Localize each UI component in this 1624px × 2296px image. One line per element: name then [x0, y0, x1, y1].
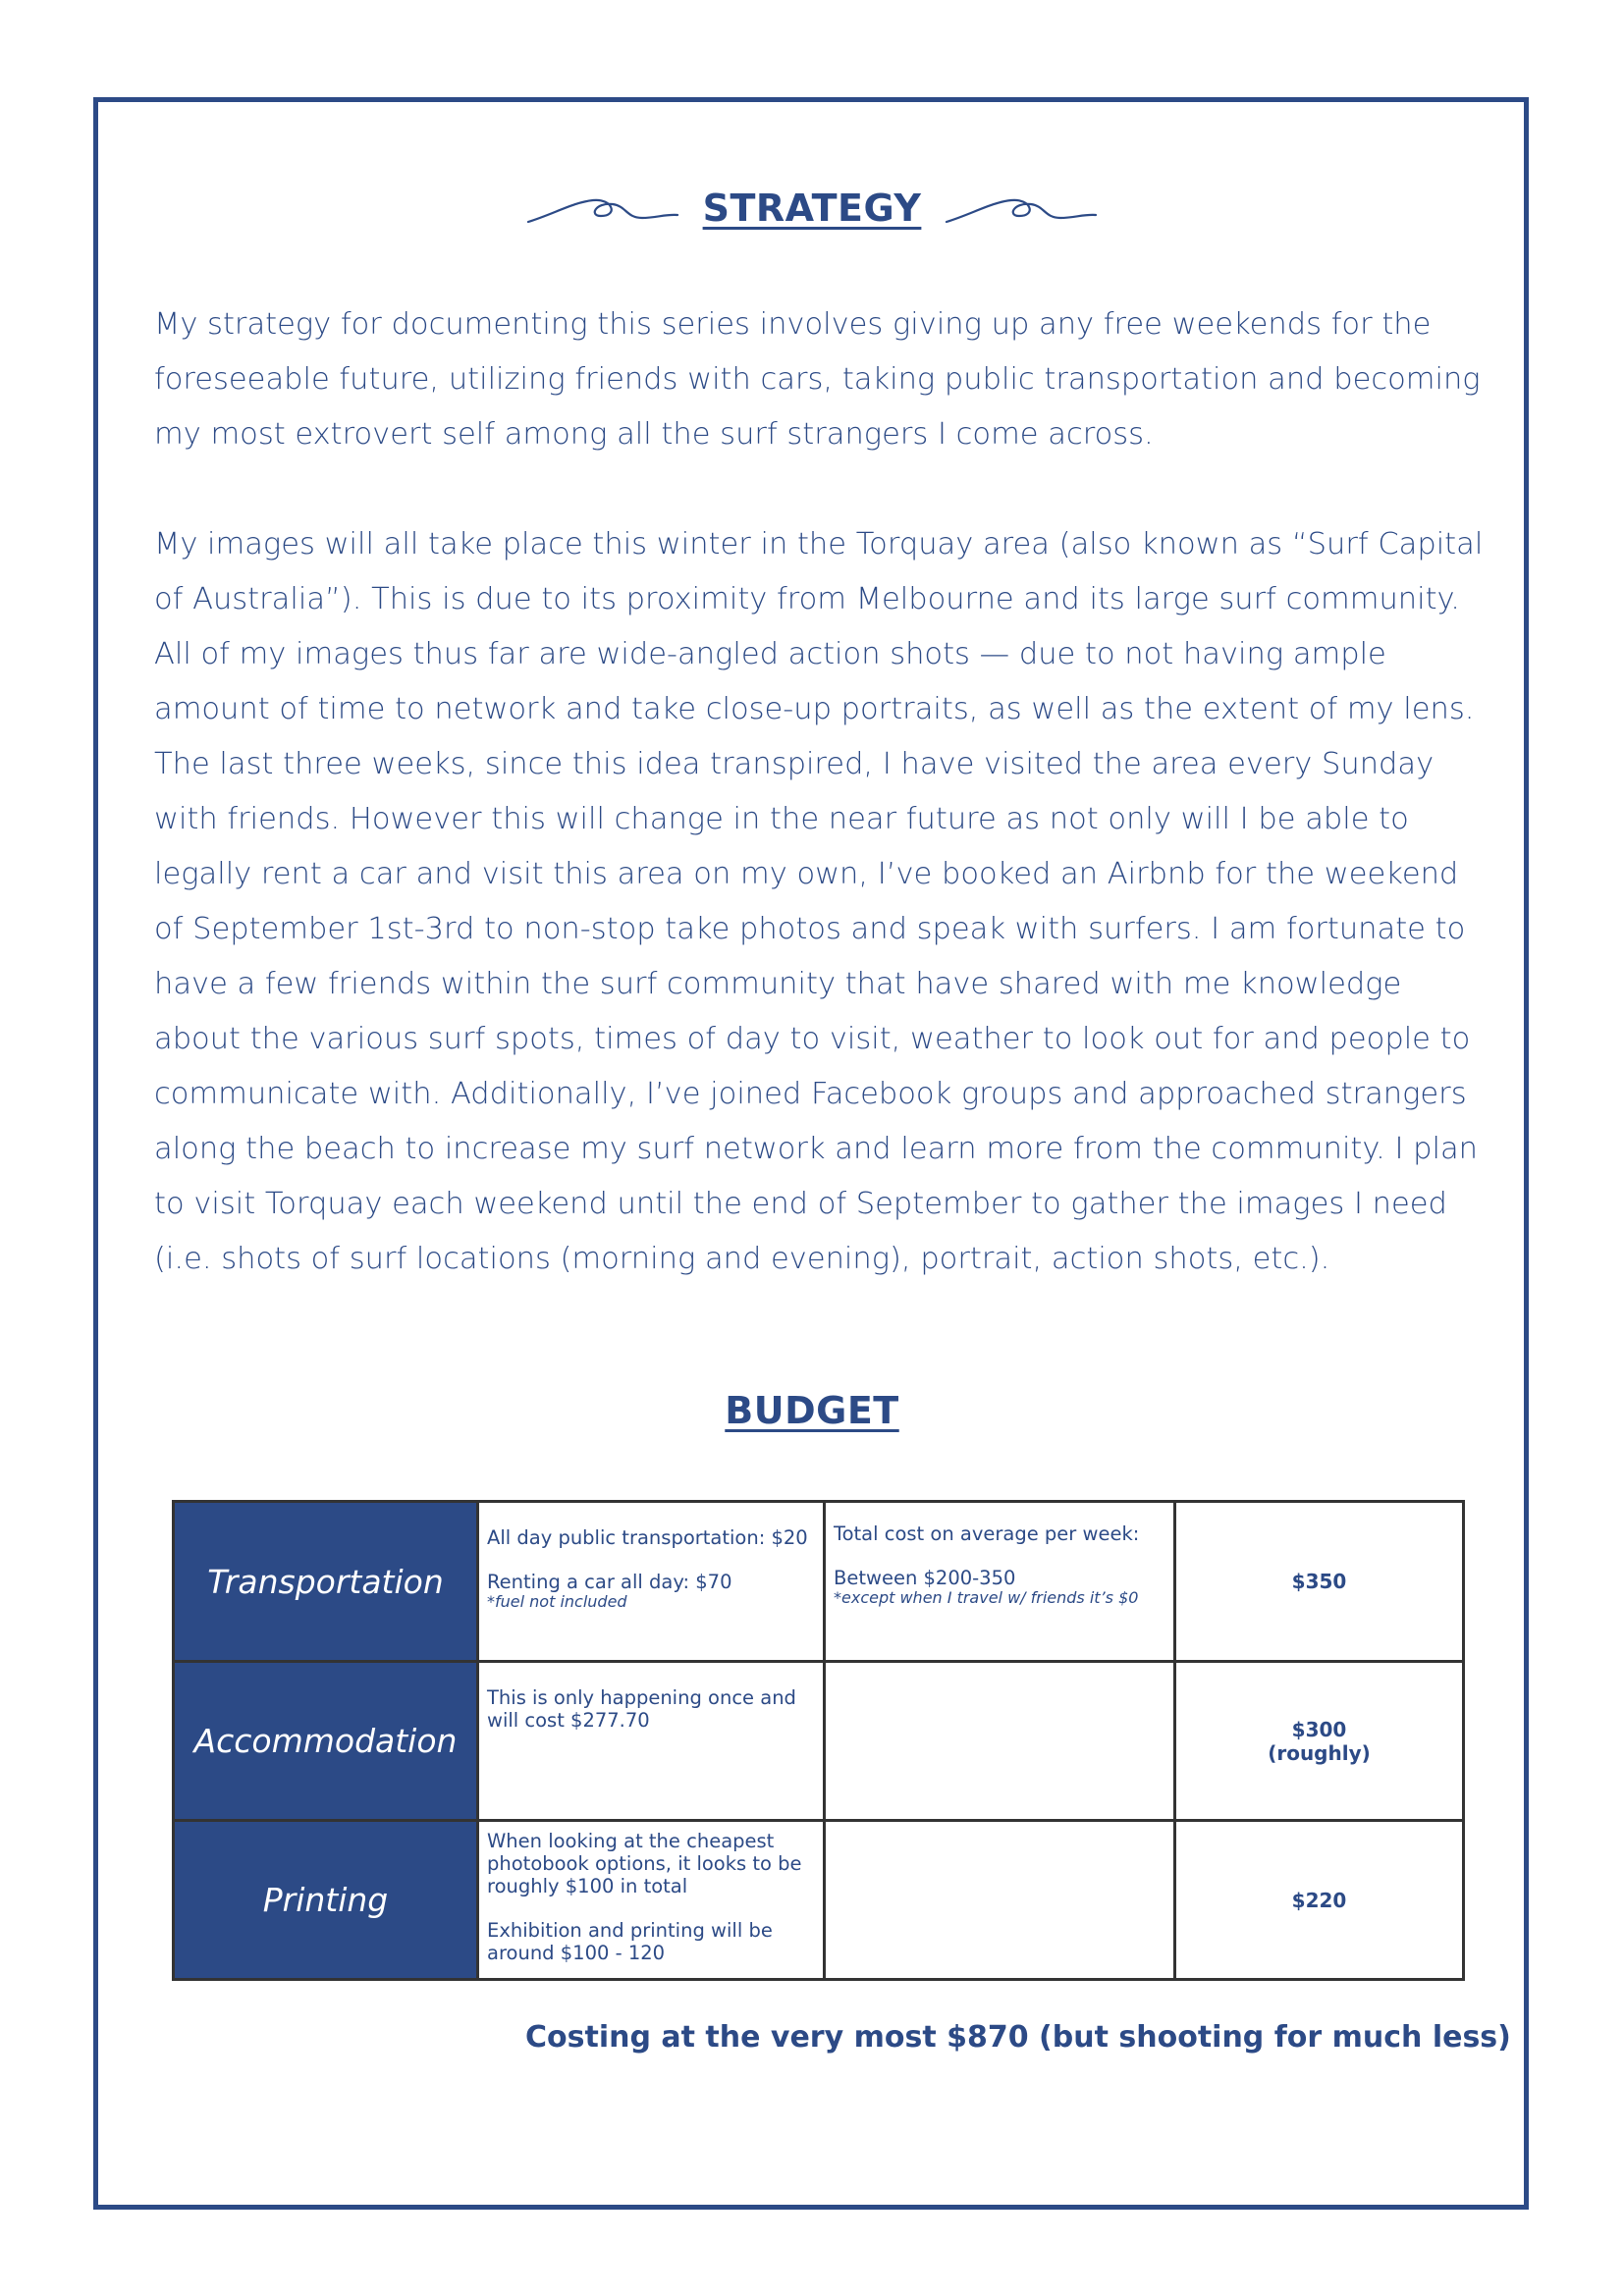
budget-total-cell [1175, 1821, 1464, 1980]
budget-average-cell [825, 1502, 1175, 1662]
average-line: Between $200-350 [834, 1567, 1016, 1589]
budget-category-cell: Printing [174, 1821, 478, 1980]
table-row [174, 1662, 1464, 1821]
budget-total-cell [1175, 1662, 1464, 1821]
budget-category-cell: Accommodation [174, 1662, 478, 1821]
average-line: Total cost on average per week: [834, 1522, 1140, 1545]
budget-total-cell [1175, 1502, 1464, 1662]
table-row [174, 1821, 1464, 1980]
budget-category-cell: Transportation [174, 1502, 478, 1662]
total-value: $220 [1291, 1888, 1347, 1912]
wave-icon [943, 188, 1100, 228]
budget-heading: BUDGET [725, 1389, 899, 1432]
budget-detail-cell [478, 1821, 825, 1980]
budget-detail-cell [478, 1662, 825, 1821]
total-value: $300 [1291, 1717, 1347, 1741]
strategy-heading-row [0, 187, 1624, 230]
detail-line: Renting a car all day: $70 [487, 1571, 732, 1593]
budget-table [172, 1500, 1465, 1981]
budget-heading-row [0, 1389, 1624, 1432]
strategy-heading: STRATEGY [702, 187, 922, 230]
detail-line: When looking at the cheapest photobook options, it looks to be roughly $100 in total [487, 1830, 802, 1897]
total-value: $350 [1291, 1570, 1347, 1593]
detail-line: Exhibition and printing will be around $100 - 120 [487, 1919, 773, 1964]
strategy-paragraph-2: My images will all take place this winter in the Torquay area (also known as “Surf Capital of Australia”). This is due to its proximity from Melbourne and its large surf community. All of my images thus far are wide-angled action shots — due to not having ample amount of time to network and take close-up portraits, as well as the extent of my lens. The last three weeks, since this idea transpired, I have visited the area every Sunday with friends. However this will change in the near future as not only will I be able to legally rent a car and visit this area on my own, I’ve booked an Airbnb for the weekend of September 1st-3rd to non-stop take photos and speak with surfers. I am fortunate to have a few friends within the surf community that have shared with me knowledge about the various surf spots, times of day to visit, weather to look out for and people to communicate with. Additionally, I’ve joined Facebook groups and approached strangers along the beach to increase my surf network and learn more from the community. I plan to visit Torquay each weekend until the end of September to gather the images I need (i.e. shots of surf locations (morning and evening), portrait, action shots, etc.). [154, 527, 1484, 1276]
average-note: *except when I travel w/ friends it’s $0 [834, 1588, 1139, 1607]
budget-average-cell [825, 1662, 1175, 1821]
wave-icon [524, 188, 681, 228]
strategy-paragraph-1: My strategy for documenting this series involves giving up any free weekends for the foreseeable future, utilizing friends with cars, taking public transportation and becoming my most extrovert self among all the surf strangers I come across. [154, 307, 1481, 452]
detail-note: *fuel not included [487, 1592, 627, 1611]
detail-line: This is only happening once and will cost $277.70 [487, 1686, 796, 1732]
detail-line: All day public transportation: $20 [487, 1526, 808, 1549]
budget-detail-cell [478, 1502, 825, 1662]
budget-summary: Costing at the very most $870 (but shooting for much less) [525, 2020, 1511, 2055]
table-row [174, 1502, 1464, 1662]
total-note: (roughly) [1268, 1740, 1371, 1765]
budget-average-cell [825, 1821, 1175, 1980]
